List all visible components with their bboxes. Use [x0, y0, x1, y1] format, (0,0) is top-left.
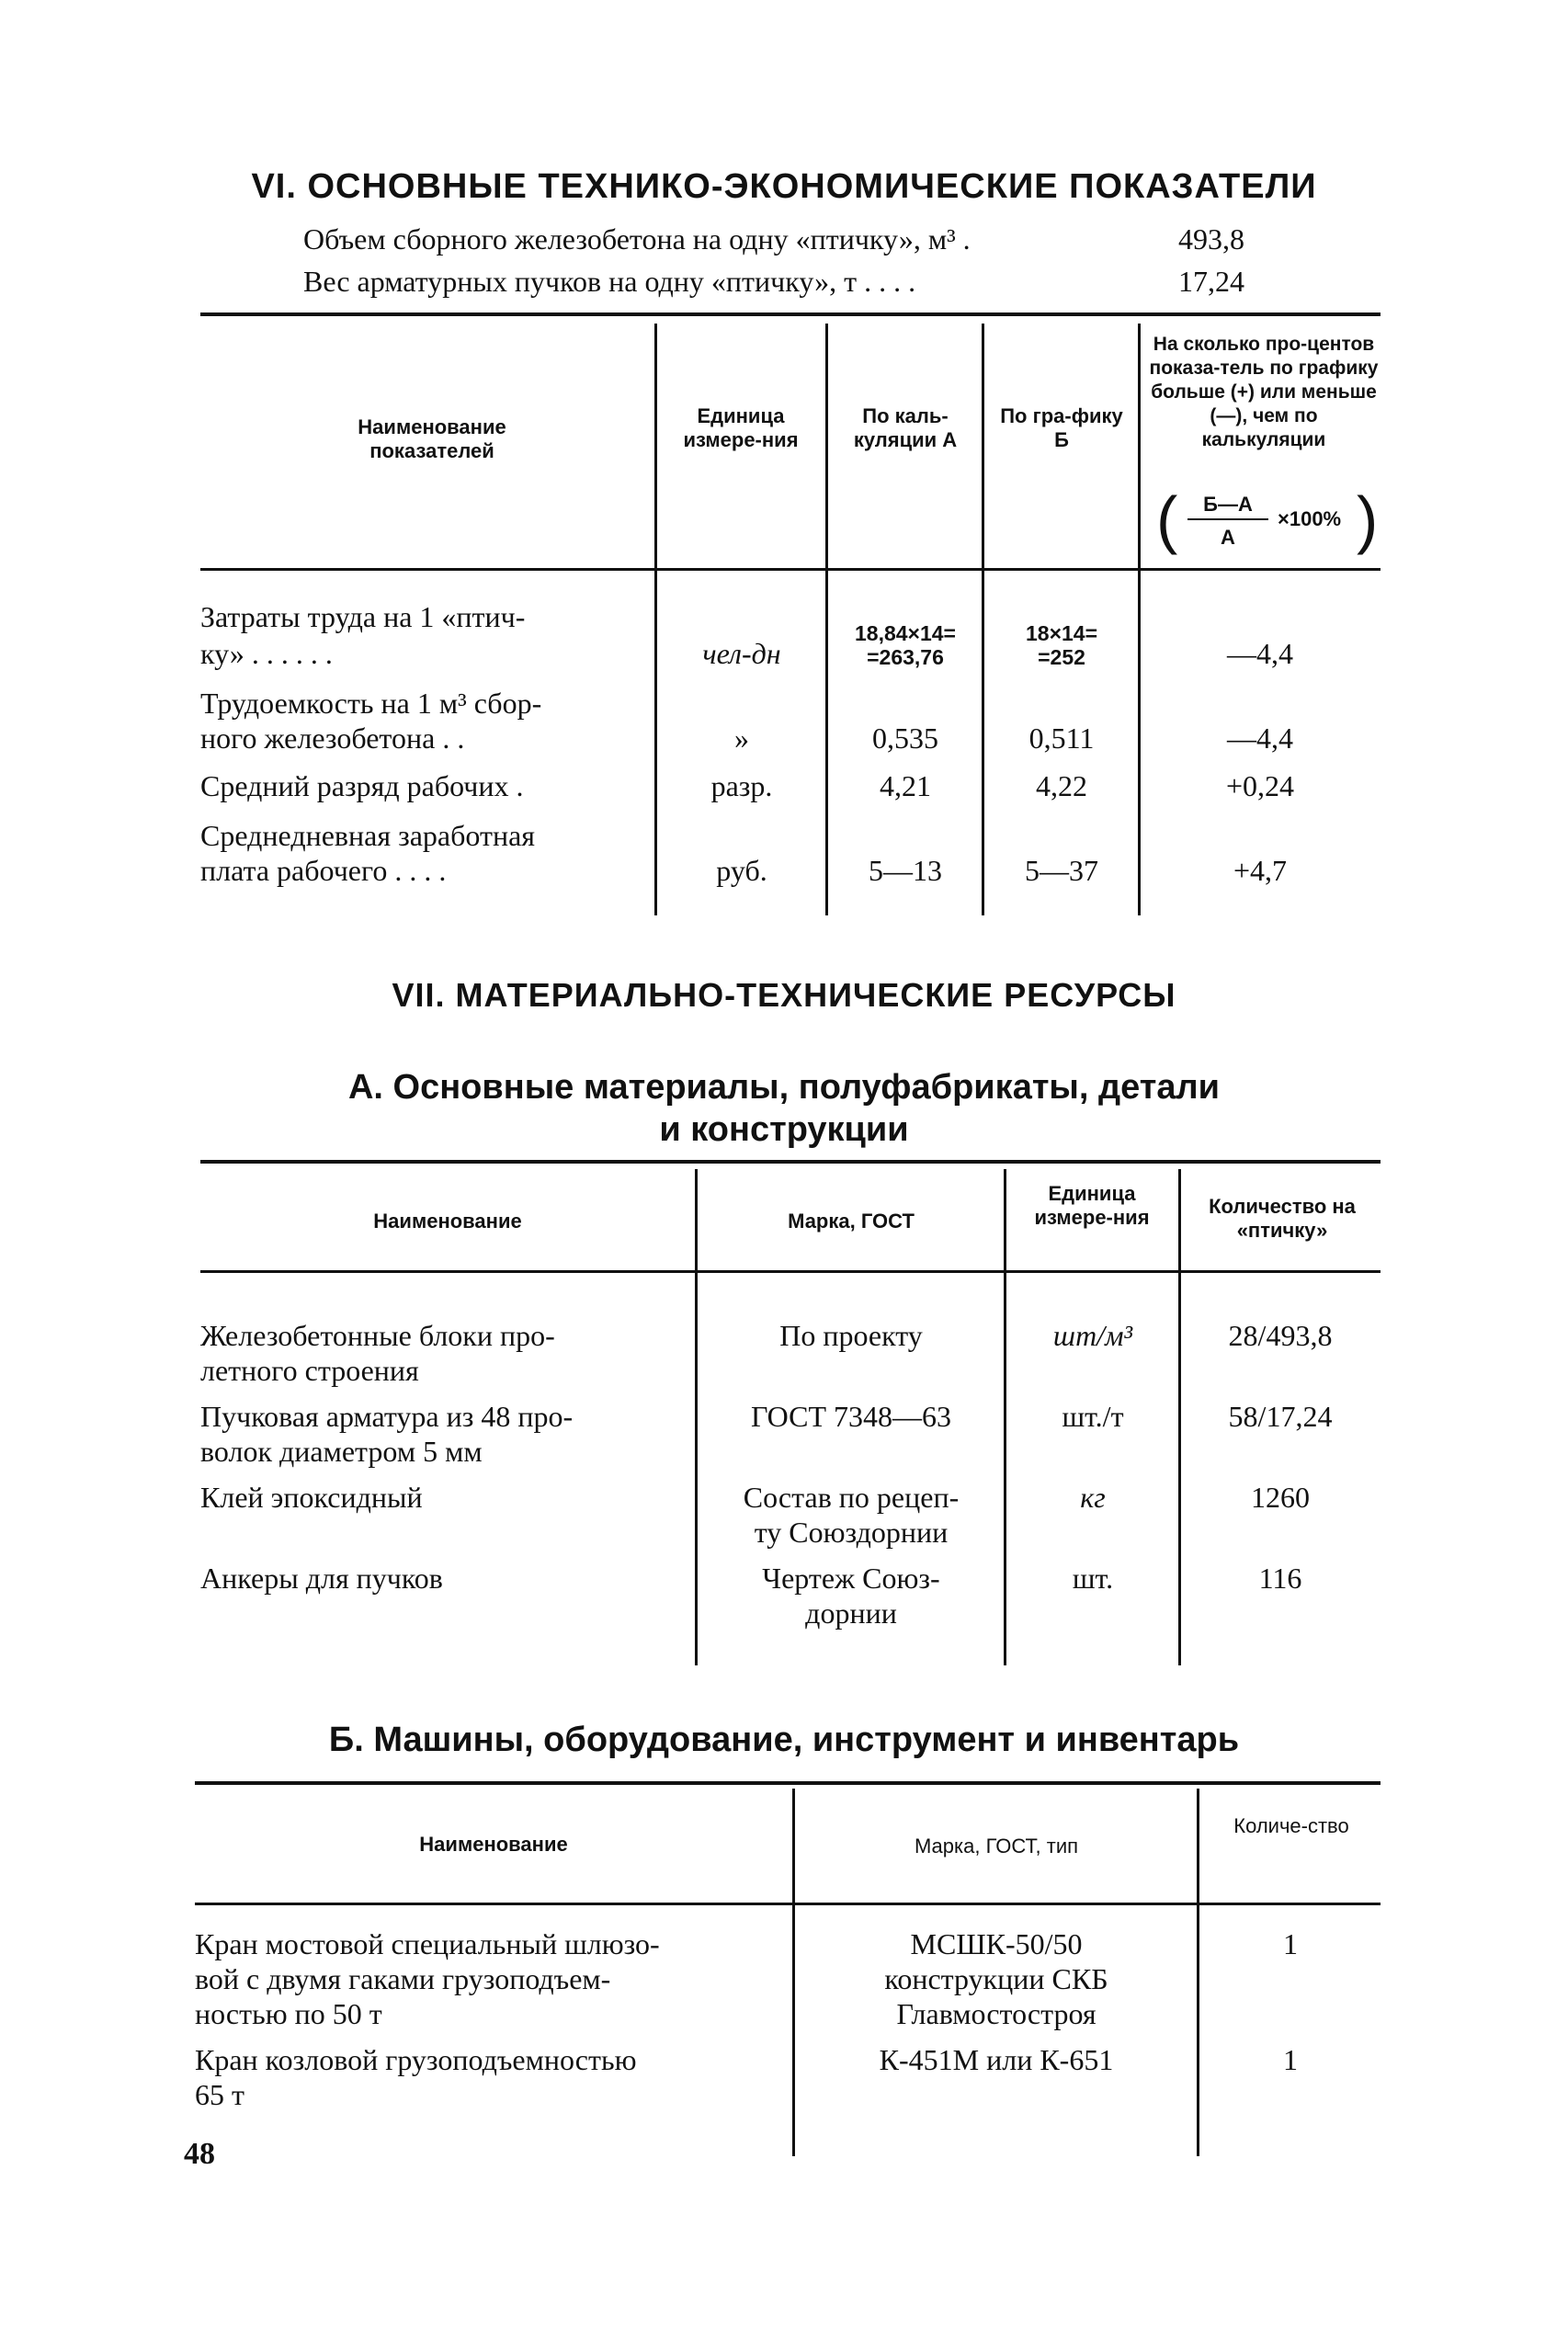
table-divider: [792, 1789, 795, 2156]
material-name-line: Железобетонные блоки про-: [200, 1319, 555, 1352]
intro-value-2: 17,24: [1178, 265, 1244, 298]
row-unit: руб.: [716, 854, 767, 887]
col-header-unit: Единица измере-ния: [1034, 1182, 1150, 1229]
row-calc-line: 18,84×14=: [854, 621, 956, 645]
machine-mark-line: МСШК-50/50: [910, 1927, 1083, 1960]
formula-numerator: Б—А: [1203, 493, 1253, 516]
intro-line-1: Объем сборного железобетона на одну «птичку», м³ .: [303, 222, 971, 256]
col-header-mark: Марка, ГОСТ: [788, 1210, 915, 1233]
material-name-line: Клей эпоксидный: [200, 1481, 423, 1514]
material-mark: ту Союздорнии: [754, 1516, 949, 1549]
row-schedule: 5—37: [1025, 854, 1098, 887]
machine-name-line: 65 т: [195, 2078, 244, 2111]
row-percent: —4,4: [1227, 721, 1293, 755]
table-top-rule: [200, 1160, 1381, 1164]
col-header-unit: Единица измере-ния: [683, 404, 799, 451]
machine-name-line: Кран козловой грузоподъемностью: [195, 2043, 637, 2076]
material-name-line: Анкеры для пучков: [200, 1562, 443, 1595]
table-divider: [1178, 1169, 1181, 1665]
material-quantity: 58/17,24: [1228, 1400, 1333, 1433]
row-schedule: 4,22: [1036, 769, 1087, 802]
col-header-name: Наименование показателей: [358, 415, 506, 462]
row-unit: чел-дн: [702, 637, 781, 670]
table-divider: [654, 324, 657, 915]
row-calc: 4,21: [880, 769, 931, 802]
row-unit: разр.: [710, 769, 773, 802]
col-header-mark: Марка, ГОСТ, тип: [914, 1835, 1079, 1858]
row-percent: —4,4: [1227, 637, 1293, 670]
col-header-percent: На сколько про-центов показа-тель по графику больше (+) или меньше (—), чем по калькуляции: [1149, 334, 1379, 450]
table-divider: [695, 1169, 698, 1665]
subsection-a-title-line: и конструкции: [659, 1110, 909, 1149]
material-unit: шт.: [1072, 1562, 1114, 1595]
machine-name-line: ностью по 50 т: [195, 1997, 382, 2030]
row-name-line: Средний разряд рабочих .: [200, 769, 524, 802]
col-header-calc: По каль-куляции А: [853, 404, 958, 451]
section-7-title: VII. МАТЕРИАЛЬНО-ТЕХНИЧЕСКИЕ РЕСУРСЫ: [392, 976, 1176, 1014]
formula-denominator: А: [1221, 526, 1235, 549]
table-divider: [982, 324, 984, 915]
row-calc: 5—13: [869, 854, 942, 887]
material-unit: шт./т: [1062, 1400, 1124, 1433]
table-top-rule: [200, 312, 1381, 316]
material-unit: кг: [1080, 1481, 1106, 1514]
table-divider: [1197, 1789, 1199, 2156]
machine-quantity: 1: [1283, 2043, 1298, 2076]
material-unit: шт/м³: [1052, 1319, 1133, 1352]
row-percent: +0,24: [1225, 769, 1295, 802]
subsection-b-title: Б. Машины, оборудование, инструмент и инвентарь: [328, 1721, 1240, 1759]
formula-multiplier: ×100%: [1278, 507, 1342, 530]
material-mark: дорнии: [805, 1596, 897, 1630]
table-divider: [1004, 1169, 1006, 1665]
material-quantity: 1260: [1251, 1481, 1310, 1514]
machine-mark-line: К-451М или К-651: [879, 2043, 1114, 2076]
machine-name-line: вой с двумя гаками грузоподъем-: [195, 1962, 611, 1995]
machine-name-line: Кран мостовой специальный шлюзо-: [195, 1927, 660, 1960]
row-name-line: плата рабочего . . . .: [200, 854, 447, 887]
table-divider: [1138, 324, 1141, 915]
subsection-a-title-line: А. Основные материалы, полуфабрикаты, детали: [347, 1068, 1220, 1107]
row-name-line: Затраты труда на 1 «птич-: [200, 600, 526, 633]
material-name-line: волок диаметром 5 мм: [200, 1435, 483, 1468]
material-name-line: летного строения: [200, 1354, 419, 1387]
material-mark: Чертеж Союз-: [762, 1562, 940, 1595]
row-schedule: 0,511: [1028, 721, 1095, 755]
col-header-quantity: Количе-ство: [1233, 1814, 1349, 1837]
table-top-rule: [195, 1781, 1381, 1785]
material-mark: Состав по рецеп-: [743, 1481, 960, 1514]
row-schedule-line: 18×14=: [1025, 621, 1098, 645]
col-header-quantity: Количество на «птичку»: [1209, 1195, 1356, 1242]
table-header-rule: [195, 1903, 1381, 1905]
row-calc: 0,535: [872, 721, 938, 755]
machine-mark-line: конструкции СКБ: [884, 1962, 1108, 1995]
intro-line-2: Вес арматурных пучков на одну «птичку», т . . . .: [303, 265, 916, 298]
intro-value-1: 493,8: [1178, 222, 1244, 256]
col-header-name: Наименование: [419, 1833, 568, 1856]
row-name-line: Трудоемкость на 1 м³ сбор-: [200, 687, 542, 720]
material-quantity: 28/493,8: [1228, 1319, 1333, 1352]
material-mark: По проекту: [779, 1319, 923, 1352]
material-mark: ГОСТ 7348—63: [750, 1400, 952, 1433]
subsection-a-title: [0, 1066, 1568, 1151]
row-calc-line: =263,76: [867, 645, 944, 669]
row-name-line: Среднедневная заработная: [200, 819, 536, 852]
col-header-name: Наименование: [373, 1210, 522, 1233]
machine-mark-line: Главмостостроя: [896, 1997, 1096, 2030]
material-name-line: Пучковая арматура из 48 про-: [200, 1400, 574, 1433]
material-quantity: 116: [1258, 1562, 1302, 1595]
formula-bar: [1187, 518, 1268, 520]
row-schedule-line: =252: [1038, 645, 1085, 669]
page-number: 48: [184, 2137, 215, 2171]
table-header-rule: [200, 568, 1381, 571]
table-divider: [825, 324, 828, 915]
row-percent: +4,7: [1233, 854, 1288, 887]
row-name-line: ку» . . . . . .: [200, 637, 333, 670]
col-header-schedule: По гра-фику Б: [1000, 404, 1123, 451]
percent-formula: ( Б—А А ×100% ): [1156, 483, 1379, 555]
section-6-title: VI. ОСНОВНЫЕ ТЕХНИКО-ЭКОНОМИЧЕСКИЕ ПОКАЗАТЕЛИ: [251, 167, 1317, 206]
table-header-rule: [200, 1270, 1381, 1273]
row-unit: »: [734, 721, 749, 755]
row-name-line: ного железобетона . .: [200, 721, 465, 755]
machine-quantity: 1: [1283, 1927, 1298, 1960]
